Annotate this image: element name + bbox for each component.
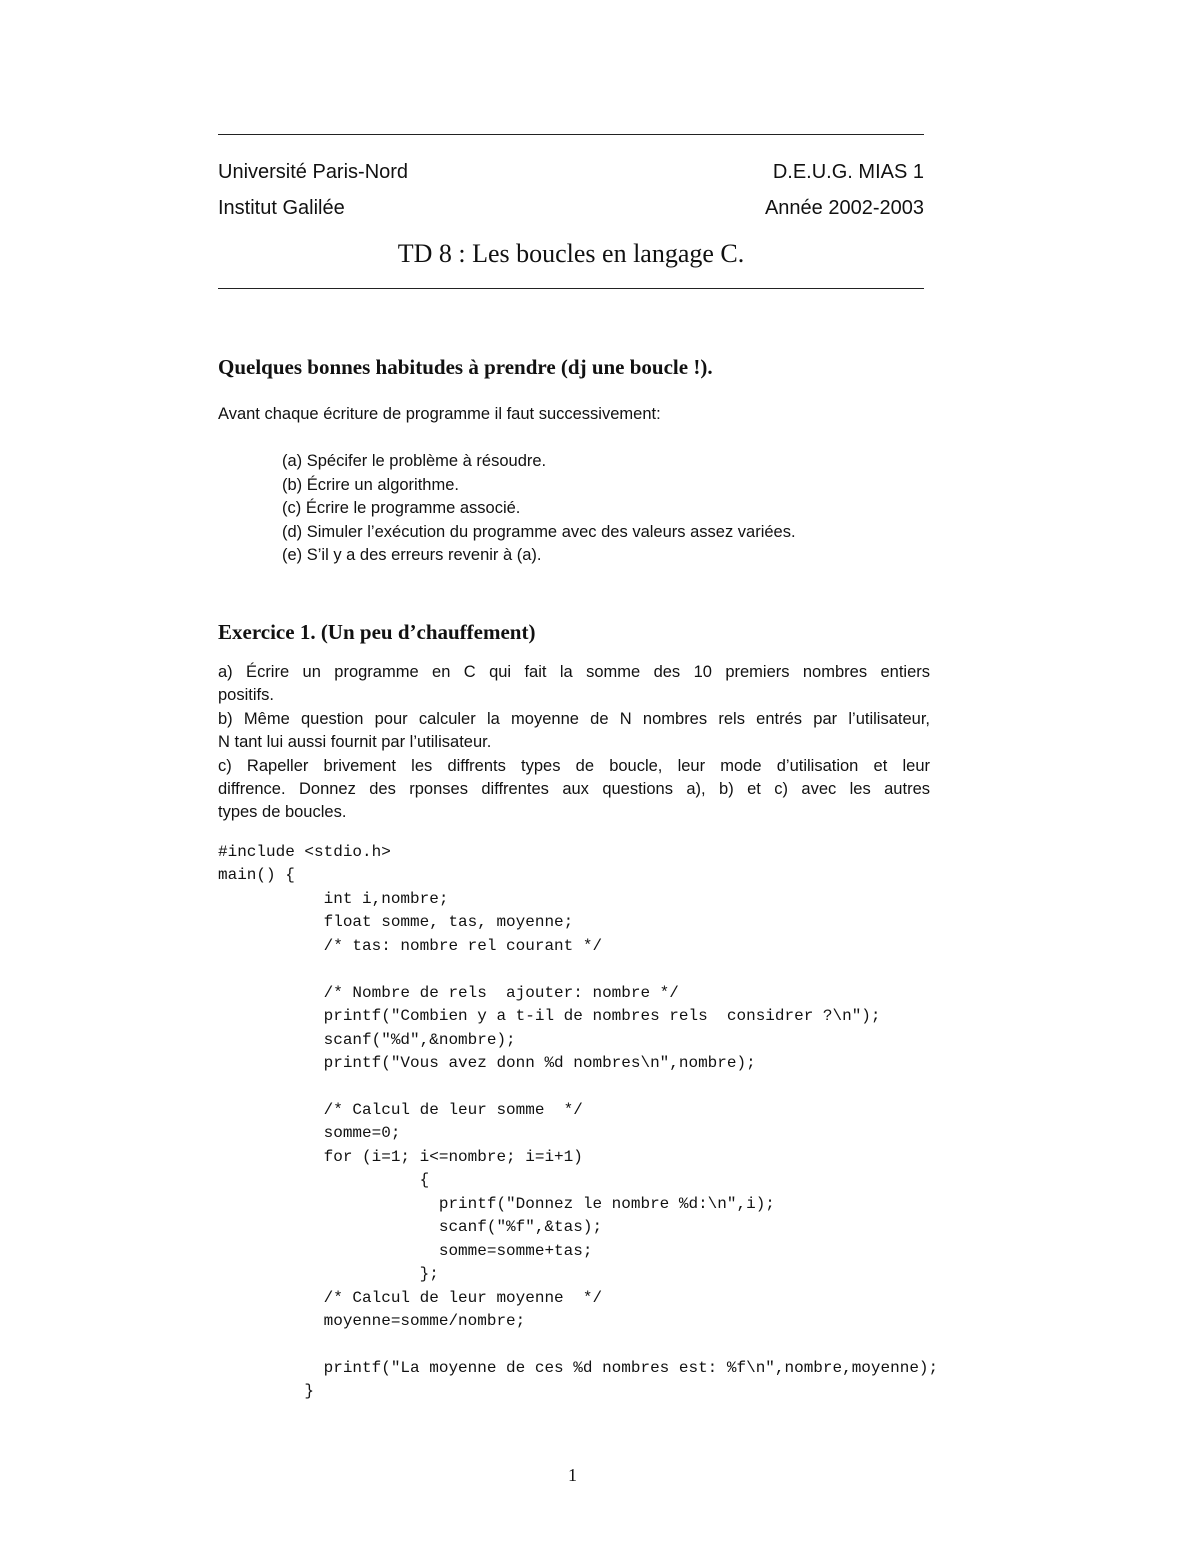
top-rule: [218, 134, 924, 135]
document-title: TD 8 : Les boucles en langage C.: [397, 239, 745, 268]
exercise-line: c) Rapeller brivement les diffrents types de boucle, leur mode d’utilisation et leur: [218, 756, 930, 775]
bottom-rule: [218, 288, 924, 289]
step-item: (e) S’il y a des erreurs revenir à (a).: [282, 546, 542, 565]
exercise-1-heading: Exercice 1. (Un peu d’chauffement): [218, 620, 536, 644]
habits-intro: Avant chaque écriture de programme il faut successivement:: [218, 405, 661, 423]
course-name: D.E.U.G. MIAS 1: [772, 161, 924, 183]
exercise-line: N tant lui aussi fournit par l’utilisateur.: [218, 733, 492, 752]
code-listing: #include <stdio.h> main() { int i,nombre; float somme, tas, moyenne; /* tas: nombre rel courant */ /* Nombre de rels ajouter: nombre */ printf("Combien y a t-il de nombres rels considrer ?\n"); scanf("%d",&nombre); printf("Vous avez donn %d nombres\n",nombre); /* Calcul de leur somme */ somme=0; for (i=1; i<=nombre; i=i+1) { printf("Donnez le nombre %d:\n",i); scanf("%f",&tas); somme=somme+tas; }; /* Calcul de leur moyenne */ moyenne=somme/nombre; printf("La moyenne de ces %d nombres est: %f\n",nombre,moyenne); }: [218, 843, 939, 1401]
academic-year: Année 2002-2003: [764, 197, 924, 219]
step-item: (b) Écrire un algorithme.: [282, 475, 459, 494]
step-item: (c) Écrire le programme associé.: [282, 499, 521, 518]
exercise-line: a) Écrire un programme en C qui fait la somme des 10 premiers nombres entiers: [218, 663, 930, 681]
page-number: 1: [568, 1465, 577, 1485]
exercise-line: positifs.: [218, 686, 274, 705]
habits-steps-list: [282, 450, 796, 568]
exercise-line: diffrence. Donnez des rponses diffrentes aux questions a), b) et c) avec les autres: [218, 780, 930, 799]
step-item: (a) Spécifer le problème à résoudre.: [282, 452, 547, 470]
step-item: (d) Simuler l’exécution du programme avec des valeurs assez variées.: [282, 522, 796, 541]
university-name: Université Paris-Nord: [218, 161, 409, 183]
institute-name: Institut Galilée: [218, 197, 345, 219]
exercise-line: b) Même question pour calculer la moyenne de N nombres rels entrés par l’utilisateur,: [218, 709, 930, 728]
exercise-line: types de boucles.: [218, 803, 347, 822]
exercise-1-statement: [218, 661, 930, 825]
habits-heading: Quelques bonnes habitudes à prendre (dj une boucle !).: [218, 355, 713, 379]
